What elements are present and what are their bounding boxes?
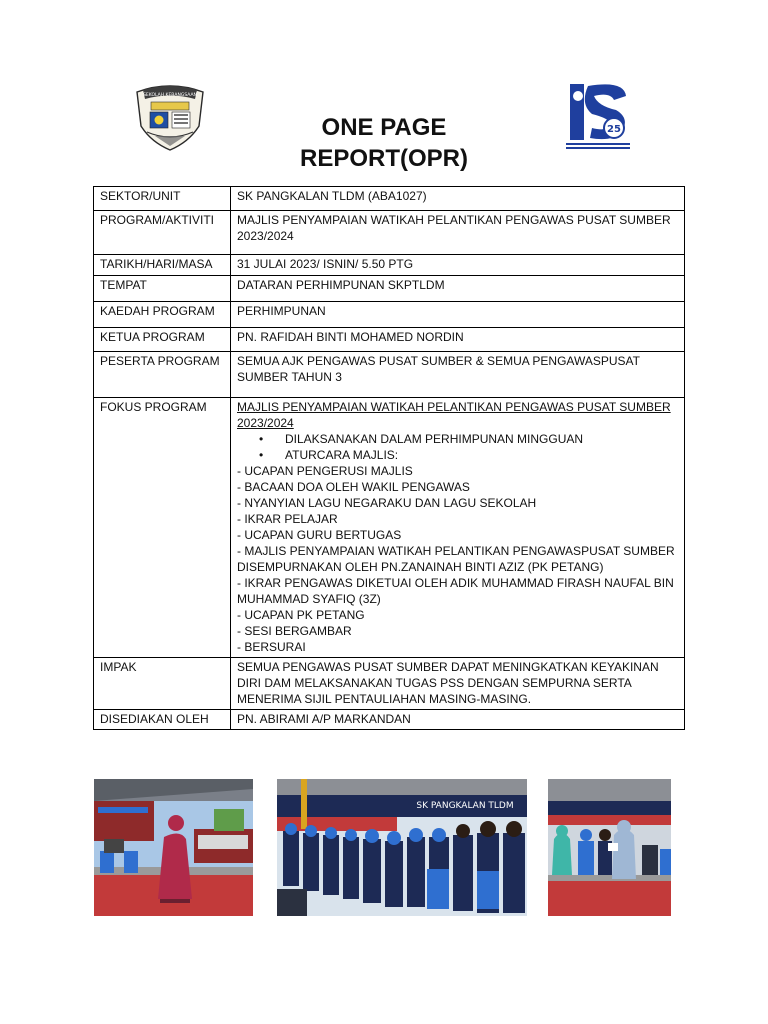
list-item: - IKRAR PENGAWAS DIKETUAI OLEH ADIK MUHAMMAD FIRASH NAUFAL BIN MUHAMMAD SYAFIQ (3Z): [237, 576, 674, 606]
row-value-tempat: DATARAN PERHIMPUNAN SKPTLDM: [231, 276, 685, 302]
list-item: - BERSURAI: [237, 640, 306, 654]
row-value-sektor: SK PANGKALAN TLDM (ABA1027): [231, 187, 685, 211]
photo-certificate-presentation: [548, 779, 671, 916]
list-item: • DILAKSANAKAN DALAM PERHIMPUNAN MINGGUAN: [259, 432, 584, 446]
row-value-kaedah: PERHIMPUNAN: [231, 302, 685, 328]
photo-prefects-oath: [277, 779, 527, 916]
banner-text: SK PANGKALAN TLDM: [416, 801, 514, 811]
list-item: - MAJLIS PENYAMPAIAN WATIKAH PELANTIKAN PENGAWASPUSAT SUMBER DISEMPURNAKAN OLEH PN.ZANAINAH BINTI AZIZ (PK PETANG): [237, 544, 675, 574]
row-label-program: PROGRAM/AKTIVITI: [94, 211, 231, 255]
row-value-disediakan: PN. ABIRAMI A/P MARKANDAN: [231, 710, 685, 730]
title-line-2: REPORT(OPR): [300, 145, 468, 172]
table-row: [94, 302, 685, 328]
row-value-impak: SEMUA PENGAWAS PUSAT SUMBER DAPAT MENINGKATKAN KEYAKINAN DIRI DAM MELAKSANAKAN TUGAS PSS DENGAN SEMPURNA SERTA MENERIMA SIJIL PENTAULIAHAN MASING-MASING.: [231, 658, 685, 710]
row-label-ketua: KETUA PROGRAM: [94, 328, 231, 352]
row-label-disediakan: DISEDIAKAN OLEH: [94, 710, 231, 730]
row-label-impak: IMPAK: [94, 658, 231, 710]
list-item: • ATURCARA MAJLIS:: [259, 448, 399, 462]
list-item: - UCAPAN PENGERUSI MAJLIS: [237, 464, 413, 478]
table-row: [94, 658, 685, 710]
table-row: [94, 211, 685, 255]
row-value-ketua: PN. RAFIDAH BINTI MOHAMED NORDIN: [231, 328, 685, 352]
logo-number: 25: [607, 124, 621, 135]
row-value-fokus: [231, 398, 685, 658]
row-label-fokus: FOKUS PROGRAM: [94, 398, 231, 658]
bullet-text: DILAKSANAKAN DALAM PERHIMPUNAN MINGGUAN: [285, 432, 584, 446]
report-table: [93, 186, 685, 730]
row-label-peserta: PESERTA PROGRAM: [94, 352, 231, 398]
row-label-kaedah: KAEDAH PROGRAM: [94, 302, 231, 328]
row-label-tarikh: TARIKH/HARI/MASA: [94, 255, 231, 276]
photo-teacher-speech: [94, 779, 253, 916]
list-item: - IKRAR PELAJAR: [237, 512, 338, 526]
row-value-peserta: SEMUA AJK PENGAWAS PUSAT SUMBER & SEMUA PENGAWASPUSAT SUMBER TAHUN 3: [231, 352, 685, 398]
page-title: [0, 112, 768, 174]
row-label-tempat: TEMPAT: [94, 276, 231, 302]
table-row: [94, 255, 685, 276]
list-item: - NYANYIAN LAGU NEGARAKU DAN LAGU SEKOLAH: [237, 496, 537, 510]
fokus-heading: MAJLIS PENYAMPAIAN WATIKAH PELANTIKAN PENGAWAS PUSAT SUMBER 2023/2024: [237, 400, 671, 430]
list-item: - UCAPAN GURU BERTUGAS: [237, 528, 402, 542]
row-value-tarikh: 31 JULAI 2023/ ISNIN/ 5.50 PTG: [231, 255, 685, 276]
bullet-text: ATURCARA MAJLIS:: [285, 448, 399, 462]
list-item: - UCAPAN PK PETANG: [237, 608, 365, 622]
table-row: [94, 398, 685, 658]
row-value-program: MAJLIS PENYAMPAIAN WATIKAH PELANTIKAN PENGAWAS PUSAT SUMBER 2023/2024: [231, 211, 685, 255]
list-item: - BACAAN DOA OLEH WAKIL PENGAWAS: [237, 480, 470, 494]
table-row: [94, 328, 685, 352]
crest-text: SEKOLAH KEBANGSAAN: [143, 93, 197, 98]
table-row: [94, 276, 685, 302]
table-row: [94, 187, 685, 211]
list-item: - SESI BERGAMBAR: [237, 624, 352, 638]
table-row: [94, 352, 685, 398]
table-row: [94, 710, 685, 730]
title-line-1: ONE PAGE: [321, 114, 447, 141]
row-label-sektor: SEKTOR/UNIT: [94, 187, 231, 211]
